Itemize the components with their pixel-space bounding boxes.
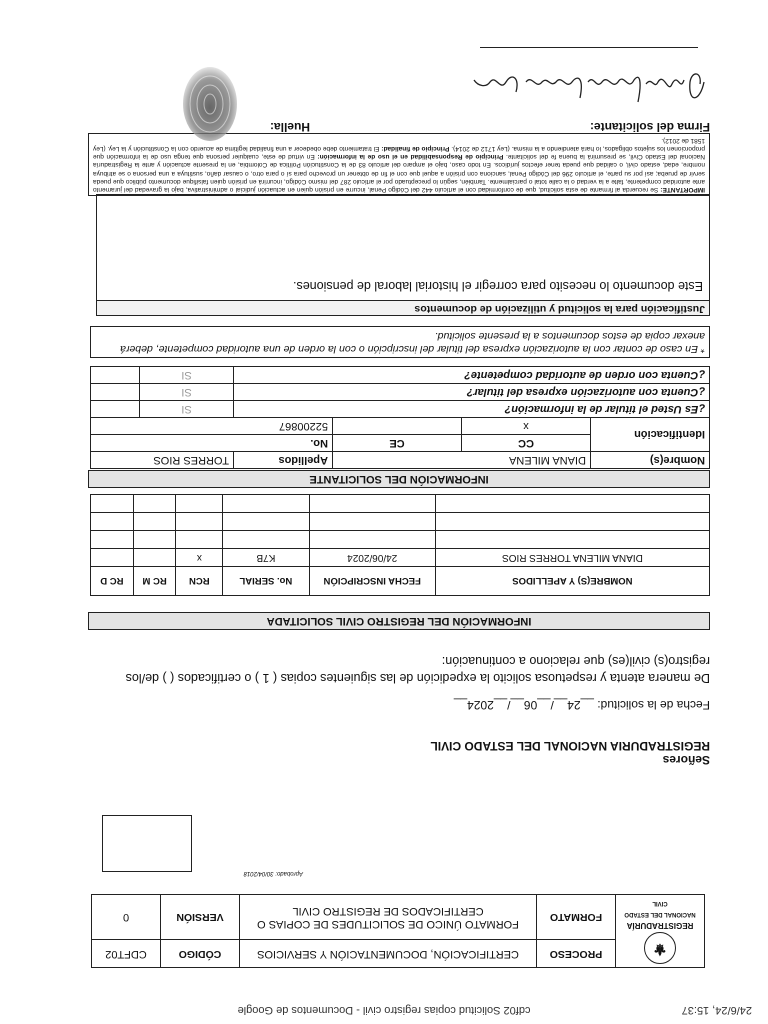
print-timestamp: 24/6/24, 15:37 <box>681 1004 752 1016</box>
table-row <box>91 531 710 549</box>
col-nombres: NOMBRE(S) Y APELLIDOS <box>435 567 709 596</box>
firma-label: Firma del solicitante: <box>589 120 710 134</box>
identificacion-label: Identificación <box>591 418 710 452</box>
codigo-value: CDFT02 <box>92 940 161 968</box>
col-fecha: FECHA INSCRIPCIÓN <box>309 567 435 596</box>
id-number: 52200867 <box>91 418 333 435</box>
col-serial: No. SERIAL <box>223 567 309 596</box>
handwritten-signature <box>468 64 708 112</box>
table-cell <box>176 531 223 549</box>
ce-mark <box>333 418 462 435</box>
table-row <box>91 513 710 531</box>
proceso-value: CERTIFICACIÓN, DOCUMENTACIÓN Y SERVICIOS <box>240 940 537 968</box>
proceso-label: PROCESO <box>537 940 616 968</box>
table-cell <box>133 531 176 549</box>
apellidos-value: TORRES RIOS <box>91 452 234 469</box>
answer-box <box>91 384 140 401</box>
col-rcn: RCN <box>176 567 223 596</box>
table-cell <box>435 513 709 531</box>
table-cell: 24/06/2024 <box>309 549 435 567</box>
table-cell: DIANA MILENA TORRES RIOS <box>435 549 709 567</box>
finalidad-label: Principio de finalidad: <box>381 144 450 152</box>
table-cell <box>223 495 309 513</box>
table-cell <box>176 495 223 513</box>
responsabilidad-label: Principio de Responsabilidad en el uso de la información: <box>317 153 504 161</box>
formato-label: FORMATO <box>537 895 616 940</box>
important-label: IMPORTANTE: <box>660 186 705 193</box>
version-value: 0 <box>92 895 161 940</box>
entity-name: REGISTRADURIA NACIONAL DEL ESTADO CIVIL <box>430 739 710 753</box>
form-header-table <box>91 894 705 968</box>
cc-mark: x <box>462 418 591 435</box>
table-row <box>91 384 710 401</box>
table-cell <box>133 549 176 567</box>
table-cell: x <box>176 549 223 567</box>
answer-box <box>91 367 140 384</box>
document-title: cdf02 Solicitud copias registro civil - Documentos de Google <box>237 1004 531 1016</box>
table-cell <box>309 531 435 549</box>
table-cell <box>91 549 134 567</box>
table-cell <box>435 531 709 549</box>
nombres-label: Nombre(s) <box>591 452 710 469</box>
signature-line <box>480 47 698 48</box>
ce-label: CE <box>333 435 462 452</box>
huella-label: Huella: <box>269 120 310 134</box>
col-rcm: RC M <box>133 567 176 596</box>
table-cell <box>133 513 176 531</box>
table-row <box>91 367 710 384</box>
no-label: No. <box>91 435 333 452</box>
answer-titular: SI <box>140 401 234 418</box>
table-cell <box>309 513 435 531</box>
table-cell <box>133 495 176 513</box>
logo-text: REGISTRADURÍA <box>626 921 694 930</box>
responsabilidad-text: En virtud de este, cualquier persona que tenga uso de la información que proporcionen los sujetos obligados, lo hará atendiendo a la misma. (Ley 1712 de 2014). <box>93 144 705 161</box>
table-row <box>91 435 710 452</box>
justificacion-box <box>96 194 710 316</box>
request-date-label: Fecha de la solicitud: <box>597 698 710 712</box>
browser-print-header <box>16 1000 752 1016</box>
request-text: De manera atenta y respetuosa solicito la expedición de las siguientes copias ( 1 ) o certificados ( ) de/los registro(s) civil(es) que relaciono a continuación: <box>125 654 710 685</box>
answer-autoridad: SI <box>140 367 234 384</box>
justificacion-title: Justificación para la solicitud y utilización de documentos <box>97 300 709 315</box>
logo-subtext: NACIONAL DEL ESTADO CIVIL <box>624 900 696 917</box>
seal-icon: ⚜ <box>644 932 676 964</box>
registro-table-header <box>91 567 710 596</box>
registro-table <box>90 494 710 596</box>
important-text: Se recuerda al firmante de esta solicitud, que de conformidad con el artículo 442 del Código Penal, incurre en prisión quien en actuación judicial o administrativa, bajo la gravedad del juramento ante autoridad competente, falte a la verdad o la calle total o parcialmente. También, según lo preceptuado por el artículo 287 del mismo Código, incurrirá en prisión quien falsifique documento público que pueda servir de prueba; así por su parte, el artículo 296 del Código Penal, sanciona con prisión a aquel que con el fin de obtener un provecho para sí o para otro, o causar daño, sustituya a una persona o se atribuya nombre, edad, estado civil, o calidad que pueda tener efectos jurídicos. En todo caso, bajo el amparo del artículo 83 de la Constitución Política de Colombia, en la presente actuación y ante la Registraduría Nacional del Estado Civil, se presumirá la buena fe del solicitante. <box>92 153 705 193</box>
table-cell <box>176 513 223 531</box>
nombres-value: DIANA MILENA <box>333 452 591 469</box>
request-date-value: __24__/__06__/__2024__ <box>453 698 594 712</box>
question-autoridad: ¿Cuenta con orden de autoridad competente? <box>234 367 710 384</box>
table-row <box>91 549 710 567</box>
greeting: Señores <box>662 753 710 767</box>
table-cell <box>223 513 309 531</box>
version-label: VERSIÓN <box>161 895 240 940</box>
solicitante-section-title: INFORMACIÓN DEL SOLICITANTE <box>88 470 710 488</box>
solicitante-table <box>90 366 710 469</box>
table-cell <box>91 531 134 549</box>
table-row <box>91 452 710 469</box>
request-date <box>454 698 710 712</box>
answer-autorizacion: SI <box>140 384 234 401</box>
fingerprint-image <box>180 64 240 144</box>
approved-date: Aprobado: 30/04/2018 <box>243 870 303 876</box>
table-cell <box>223 531 309 549</box>
question-autorizacion: ¿Cuenta con autorización expresa del titular? <box>234 384 710 401</box>
question-titular: ¿Es Usted el titular de la información? <box>234 401 710 418</box>
col-rcd: RC D <box>91 567 134 596</box>
finalidad-text: El tratamiento debe obedecer a una finalidad legítima de acuerdo con la Constitución y la Ley. (Ley 1581 de 2012). <box>93 136 705 152</box>
cc-label: CC <box>462 435 591 452</box>
radicado-box <box>102 815 192 872</box>
registraduria-logo <box>616 895 705 968</box>
table-cell <box>91 495 134 513</box>
table-cell: K7B <box>223 549 309 567</box>
registro-section-title: INFORMACIÓN DEL REGISTRO CIVIL SOLICITADA <box>88 612 710 630</box>
formato-value: FORMATO ÚNICO DE SOLICITUDES DE COPIAS O CERTIFICADOS DE REGISTRO CIVIL <box>240 895 537 940</box>
justificacion-text: Este documento lo necesito para corregir el historial laboral de pensiones. <box>293 279 703 293</box>
anexo-note: * En caso de contar con la autorización expresa del titular del inscripción o con la orden de una autoridad competente, deberá anexar copia de estos documentos a la presente solicitud. <box>90 326 710 358</box>
answer-box <box>91 401 140 418</box>
apellidos-label: Apellidos <box>234 452 333 469</box>
table-cell <box>91 513 134 531</box>
table-row <box>91 495 710 513</box>
table-cell <box>435 495 709 513</box>
codigo-label: CÓDIGO <box>161 940 240 968</box>
table-row <box>91 401 710 418</box>
table-cell <box>309 495 435 513</box>
